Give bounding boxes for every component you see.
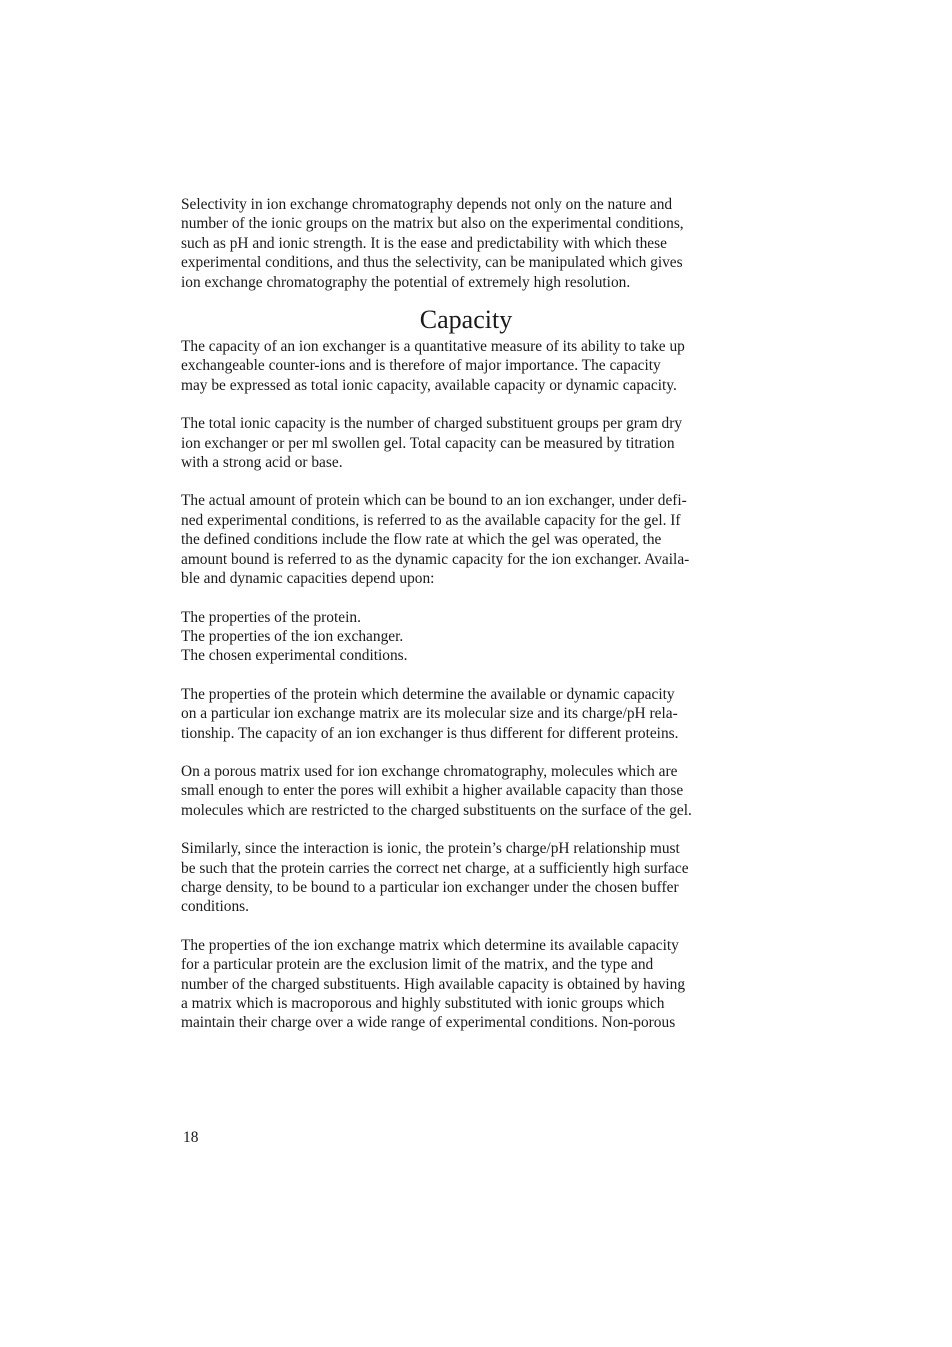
- properties-list: The properties of the protein. The properties of the ion exchanger. The chosen experimental conditions.: [181, 608, 408, 665]
- paragraph-total-ionic-capacity: The total ionic capacity is the number of charged substituent groups per gram dry ion exchanger or per ml swollen gel. Total capacity can be measured by titration with a strong acid or base.: [181, 415, 683, 472]
- intro-paragraph: Selectivity in ion exchange chromatography depends not only on the nature and number of the ionic groups on the matrix but also on the experimental conditions, such as pH and ionic strength. It is the ease and predictability with which these experimental conditions, and thus the selectivity, can be manipulated which gives ion exchange chromatography the potential of extremely high resolution.: [181, 196, 684, 291]
- paragraph-matrix-properties: The properties of the ion exchange matrix which determine its available capacity for a particular protein are the exclusion limit of the matrix, and the type and number of the charged substituents. High available capacity is obtained by having a matrix which is macroporous and highly substituted with ionic groups which maintain their charge over a wide range of experimental conditions. Non-porous: [181, 936, 686, 1032]
- paragraph-protein-properties: The properties of the protein which determine the available or dynamic capacity on a particular ion exchange matrix are its molecular size and its charge/pH rela- tionship. The capacity of an ion exchanger is thus different for different proteins.: [181, 685, 679, 742]
- paragraph-capacity-definition: The capacity of an ion exchanger is a quantitative measure of its ability to take up exchangeable counter-ions and is therefore of major importance. The capacity may be expressed as total ionic capacity, available capacity or dynamic capacity.: [181, 338, 685, 394]
- paragraph-available-capacity: The actual amount of protein which can be bound to an ion exchanger, under defi- ned experimental conditions, is referred to as the available capacity for the gel. If the defined conditions include the flow rate at which the gel was operated, the amount bound is referred to as the dynamic capacity for the ion exchanger. Availa- ble and dynamic capacities depend upon:: [181, 492, 690, 588]
- page-number: 18: [183, 1129, 199, 1146]
- section-heading: Capacity: [419, 305, 513, 335]
- paragraph-porous-matrix: On a porous matrix used for ion exchange chromatography, molecules which are small enough to enter the pores will exhibit a higher available capacity than those molecules which are restricted to the charged substituents on the surface of the gel.: [181, 762, 692, 819]
- paragraph-charge-relationship: Similarly, since the interaction is ionic, the protein’s charge/pH relationship must be such that the protein carries the correct net charge, at a sufficiently high surface charge density, to be bound to a particular ion exchanger under the chosen buffer conditions.: [181, 840, 689, 916]
- page-body: [181, 195, 751, 1033]
